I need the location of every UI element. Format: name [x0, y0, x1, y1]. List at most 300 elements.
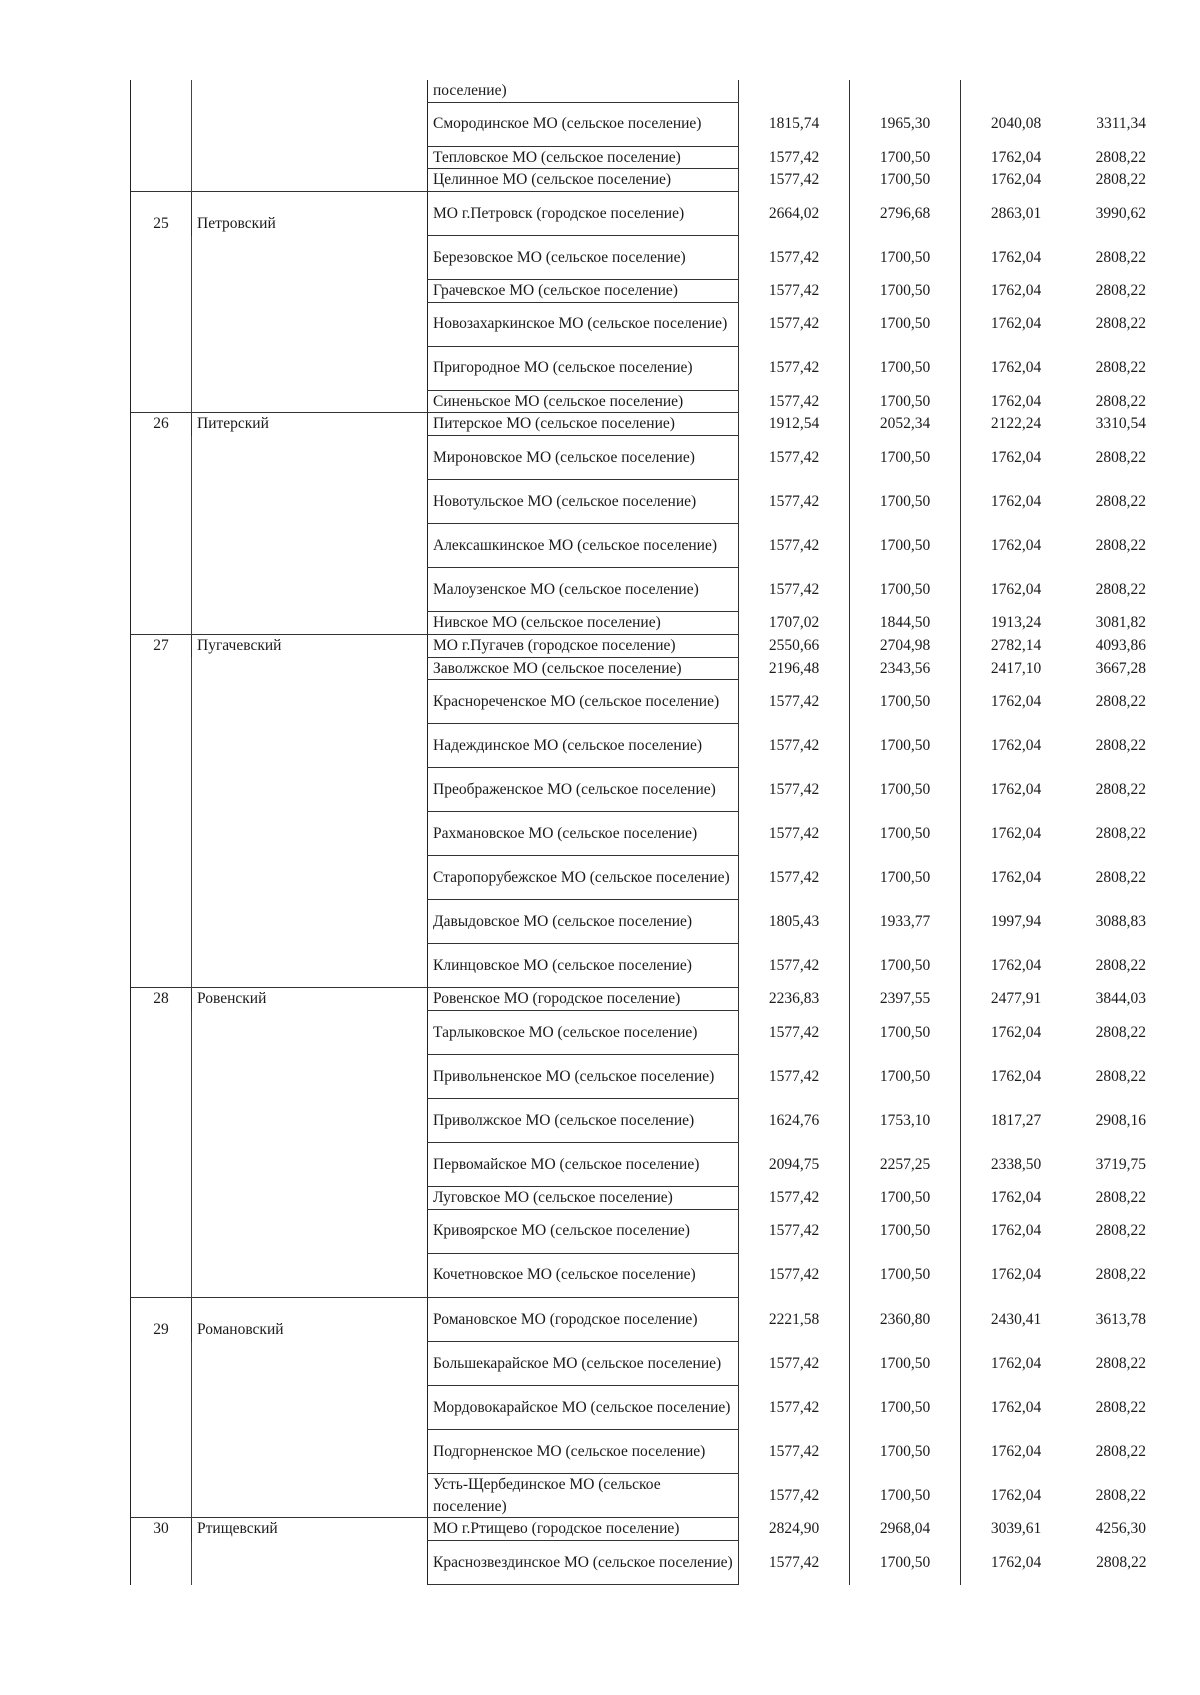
value-col-4: 2808,22 — [1095, 580, 1146, 598]
value-col-4: 2808,22 — [1095, 448, 1146, 466]
row-number — [131, 524, 192, 568]
row-number — [131, 1187, 192, 1210]
table-row — [131, 302, 1151, 346]
settlement-name: Заволжское МО (сельское поселение) — [428, 657, 739, 680]
settlement-name: Романовское МО (городское поселение) — [428, 1297, 739, 1342]
value-col-3: 1762,04 — [961, 1430, 1072, 1474]
settlement-name: Нивское МО (сельское поселение) — [428, 612, 739, 635]
value-col-3: 1762,04 — [961, 1011, 1072, 1055]
value-col-1: 2550,66 — [739, 634, 850, 657]
value-col-2: 1700,50 — [850, 390, 961, 413]
row-number — [131, 390, 192, 413]
settlement-name: Питерское МО (сельское поселение) — [428, 413, 739, 436]
settlement-name: Кривоярское МО (сельское поселение) — [428, 1209, 739, 1253]
row-number — [131, 146, 192, 169]
value-col-2: 1700,50 — [850, 856, 961, 900]
value-col-4: 2808,22 — [1095, 1067, 1146, 1085]
row-number — [131, 900, 192, 944]
settlement-name: поселение) — [428, 80, 739, 102]
district-name: Питерский — [192, 413, 428, 436]
value-col-2: 1700,50 — [850, 436, 961, 480]
table-row — [131, 856, 1151, 900]
district-name — [192, 480, 428, 524]
district-name — [192, 436, 428, 480]
district-name — [192, 1541, 428, 1585]
district-start-row — [131, 988, 1151, 1011]
settlement-name: Рахмановское МО (сельское поселение) — [428, 812, 739, 856]
value-col-3: 1762,04 — [961, 169, 1072, 192]
value-col-4: 2808,22 — [1095, 1222, 1146, 1240]
value-col-2: 1933,77 — [850, 900, 961, 944]
value-col-2: 1700,50 — [850, 1055, 961, 1099]
value-col-2: 1700,50 — [850, 944, 961, 988]
table-row — [131, 480, 1151, 524]
table-row — [131, 1253, 1151, 1297]
row-number — [131, 346, 192, 390]
district-name: Петровский — [192, 191, 428, 236]
value-col-4: 2808,22 — [1095, 824, 1146, 842]
value-col-2: 1700,50 — [850, 1541, 961, 1585]
value-col-3: 1762,04 — [961, 236, 1072, 280]
value-col-4: 4256,30 — [1095, 1520, 1146, 1538]
value-col-2: 1700,50 — [850, 236, 961, 280]
row-number — [131, 436, 192, 480]
district-name — [192, 1342, 428, 1386]
value-col-2: 1700,50 — [850, 1342, 961, 1386]
value-col-4: 2808,22 — [1095, 1189, 1146, 1206]
value-col-1: 1577,42 — [739, 480, 850, 524]
table-row — [131, 657, 1151, 680]
value-col-2: 2360,80 — [850, 1297, 961, 1342]
value-col-4: 2808,22 — [1095, 171, 1146, 188]
value-col-4: 3844,03 — [1095, 990, 1146, 1008]
value-col-2: 1700,50 — [850, 768, 961, 812]
row-number — [131, 1430, 192, 1474]
value-col-3: 2040,08 — [961, 102, 1072, 146]
value-col-2: 2796,68 — [850, 191, 961, 236]
settlement-name: Тарлыковское МО (сельское поселение) — [428, 1011, 739, 1055]
value-col-1: 1577,42 — [739, 1253, 850, 1297]
table-row — [131, 1474, 1151, 1518]
value-col-4: 3311,34 — [1096, 115, 1146, 133]
table-row — [131, 1209, 1151, 1253]
value-col-4: 2808,22 — [1095, 692, 1146, 710]
settlement-name: Смородинское МО (сельское поселение) — [428, 102, 739, 146]
table-row — [131, 80, 1151, 102]
value-col-1: 1815,74 — [739, 102, 850, 146]
district-name — [192, 657, 428, 680]
value-col-4: 2808,22 — [1095, 1398, 1146, 1416]
value-col-4: 3990,62 — [1095, 204, 1146, 222]
table-row — [131, 1055, 1151, 1099]
district-name — [192, 944, 428, 988]
row-number — [131, 1055, 192, 1099]
row-number — [131, 1099, 192, 1143]
value-col-3: 1762,04 — [961, 436, 1072, 480]
value-col-2: 1700,50 — [850, 812, 961, 856]
value-col-3: 2430,41 — [961, 1297, 1072, 1342]
district-name: Ртищевский — [192, 1518, 428, 1541]
district-name — [192, 1430, 428, 1474]
district-name — [192, 768, 428, 812]
settlement-name: Тепловское МО (сельское поселение) — [428, 146, 739, 169]
value-col-4: 2808,22 — [1095, 492, 1146, 510]
value-col-4: 2808,22 — [1095, 868, 1146, 886]
value-col-1: 1912,54 — [739, 413, 850, 436]
row-number — [131, 856, 192, 900]
value-col-3: 1762,04 — [961, 346, 1072, 390]
value-col-2: 1700,50 — [850, 280, 961, 303]
value-col-2: 1844,50 — [850, 612, 961, 635]
value-col-4: 2808,22 — [1095, 359, 1146, 377]
settlement-name: Березовское МО (сельское поселение) — [428, 236, 739, 280]
district-start-row — [131, 1518, 1151, 1541]
value-col-2: 2052,34 — [850, 413, 961, 436]
row-number — [131, 1541, 192, 1585]
settlement-name: Надеждинское МО (сельское поселение) — [428, 724, 739, 768]
value-col-4: 2808,22 — [1095, 1486, 1146, 1504]
table-row — [131, 436, 1151, 480]
value-col-4: 3310,54 — [1095, 415, 1146, 433]
district-start-row — [131, 1297, 1151, 1342]
row-number — [131, 80, 192, 102]
value-col-3: 1762,04 — [961, 568, 1072, 612]
value-col-3: 1762,04 — [961, 1386, 1072, 1430]
settlement-name: Привольненское МО (сельское поселение) — [428, 1055, 739, 1099]
value-col-1: 1577,42 — [739, 1209, 850, 1253]
settlement-name: Старопорубежское МО (сельское поселение) — [428, 856, 739, 900]
value-col-2: 1700,50 — [850, 568, 961, 612]
table-row — [131, 612, 1151, 635]
value-col-2: 2968,04 — [850, 1518, 961, 1541]
value-col-3: 1762,04 — [961, 1253, 1072, 1297]
value-col-4: 3081,82 — [1095, 614, 1146, 631]
district-name — [192, 302, 428, 346]
table-row — [131, 280, 1151, 303]
row-number — [131, 724, 192, 768]
value-col-2: 1700,50 — [850, 302, 961, 346]
value-col-3: 1762,04 — [961, 768, 1072, 812]
value-col-1: 1577,42 — [739, 1011, 850, 1055]
district-name — [192, 812, 428, 856]
district-name — [192, 900, 428, 944]
value-col-2: 1700,50 — [850, 1386, 961, 1430]
settlement-name: Алексашкинское МО (сельское поселение) — [428, 524, 739, 568]
settlement-name: Грачевское МО (сельское поселение) — [428, 280, 739, 303]
value-col-4: 2808,22 — [1095, 248, 1146, 266]
settlement-name: Новотульское МО (сельское поселение) — [428, 480, 739, 524]
value-col-1: 1577,42 — [739, 169, 850, 192]
value-col-3: 2782,14 — [961, 634, 1072, 657]
value-col-1: 2196,48 — [739, 657, 850, 680]
settlement-name: Первомайское МО (сельское поселение) — [428, 1143, 739, 1187]
value-col-3: 1997,94 — [961, 900, 1072, 944]
district-name: Романовский — [192, 1297, 428, 1342]
value-col-3: 1762,04 — [961, 480, 1072, 524]
district-name — [192, 1474, 428, 1518]
value-col-1: 1577,42 — [739, 680, 850, 724]
value-col-3: 2863,01 — [961, 191, 1072, 236]
value-col-2: 1700,50 — [850, 1253, 961, 1297]
value-col-4: 3719,75 — [1095, 1155, 1146, 1173]
row-number — [131, 1143, 192, 1187]
value-col-1: 1577,42 — [739, 1541, 850, 1585]
value-col-3: 2338,50 — [961, 1143, 1072, 1187]
table-row — [131, 146, 1151, 169]
value-col-4: 2808,22 — [1095, 1442, 1146, 1460]
value-col-2: 2397,55 — [850, 988, 961, 1011]
value-col-3: 2417,10 — [961, 657, 1072, 680]
district-name — [192, 1386, 428, 1430]
value-col-4: 2808,22 — [1095, 315, 1146, 333]
row-number — [131, 1474, 192, 1518]
row-number: 26 — [131, 413, 192, 436]
table-row — [131, 1430, 1151, 1474]
value-col-4: 2808,22 — [1095, 1266, 1146, 1284]
district-name — [192, 1209, 428, 1253]
settlement-name: Клинцовское МО (сельское поселение) — [428, 944, 739, 988]
settlement-name: Краснозвездинское МО (сельское поселение) — [428, 1541, 739, 1585]
table-row — [131, 236, 1151, 280]
value-col-1: 1577,42 — [739, 768, 850, 812]
value-col-3: 1762,04 — [961, 856, 1072, 900]
value-col-1: 1707,02 — [739, 612, 850, 635]
value-col-2: 2704,98 — [850, 634, 961, 657]
value-col-1: 1577,42 — [739, 390, 850, 413]
value-col-4: 2808,22 — [1095, 956, 1146, 974]
row-number — [131, 1386, 192, 1430]
value-col-2: 2257,25 — [850, 1143, 961, 1187]
district-name — [192, 169, 428, 192]
row-number — [131, 812, 192, 856]
value-col-1: 2094,75 — [739, 1143, 850, 1187]
value-col-1: 1577,42 — [739, 1187, 850, 1210]
district-name: Ровенский — [192, 988, 428, 1011]
settlement-name: Пригородное МО (сельское поселение) — [428, 346, 739, 390]
district-start-row — [131, 413, 1151, 436]
row-number: 30 — [131, 1518, 192, 1541]
district-name — [192, 102, 428, 146]
value-col-3: 1913,24 — [961, 612, 1072, 635]
row-number — [131, 768, 192, 812]
value-col-3: 1762,04 — [961, 1055, 1072, 1099]
value-col-3: 2122,24 — [961, 413, 1072, 436]
value-col-2: 1700,50 — [850, 146, 961, 169]
value-col-3: 1762,04 — [961, 944, 1072, 988]
value-col-3: 1762,04 — [961, 302, 1072, 346]
settlement-name: МО г.Пугачев (городское поселение) — [428, 634, 739, 657]
table-row — [131, 1541, 1151, 1585]
value-col-1 — [739, 80, 850, 102]
row-number — [131, 1209, 192, 1253]
value-col-2: 1700,50 — [850, 1474, 961, 1518]
value-col-1: 2236,83 — [739, 988, 850, 1011]
row-number — [131, 568, 192, 612]
value-col-1: 1577,42 — [739, 280, 850, 303]
row-number — [131, 102, 192, 146]
value-col-3: 1762,04 — [961, 680, 1072, 724]
district-name: Пугачевский — [192, 634, 428, 657]
value-col-2: 1700,50 — [850, 480, 961, 524]
value-col-3: 1762,04 — [961, 1541, 1072, 1585]
row-number — [131, 680, 192, 724]
district-name — [192, 1187, 428, 1210]
table-row — [131, 944, 1151, 988]
value-col-2: 1700,50 — [850, 1430, 961, 1474]
value-col-3: 1762,04 — [961, 1342, 1072, 1386]
value-col-4: 2808,22 — [1095, 780, 1146, 798]
value-col-4: 3088,83 — [1095, 912, 1146, 930]
district-name — [192, 146, 428, 169]
tariff-table-page — [130, 80, 1147, 1585]
row-number — [131, 280, 192, 303]
row-number — [131, 1253, 192, 1297]
value-col-3: 1762,04 — [961, 1187, 1072, 1210]
value-col-1: 2664,02 — [739, 191, 850, 236]
value-col-1: 1577,42 — [739, 1474, 850, 1518]
table-row — [131, 524, 1151, 568]
district-name — [192, 1143, 428, 1187]
settlement-name: Новозахаркинское МО (сельское поселение) — [428, 302, 739, 346]
value-col-4: 2808,22 — [1095, 392, 1146, 410]
settlement-name: Преображенское МО (сельское поселение) — [428, 768, 739, 812]
district-name — [192, 236, 428, 280]
row-number — [131, 1011, 192, 1055]
settlement-name: Луговское МО (сельское поселение) — [428, 1187, 739, 1210]
tariff-table — [130, 80, 1151, 1585]
district-start-row — [131, 634, 1151, 657]
table-row — [131, 390, 1151, 413]
settlement-name: Ровенское МО (городское поселение) — [428, 988, 739, 1011]
district-name — [192, 1011, 428, 1055]
value-col-1: 1577,42 — [739, 436, 850, 480]
settlement-name: Мордовокарайское МО (сельское поселение) — [428, 1386, 739, 1430]
row-number — [131, 612, 192, 635]
table-row — [131, 568, 1151, 612]
value-col-4: 2808,22 — [1095, 148, 1146, 166]
value-col-4: 2808,22 — [1095, 736, 1146, 754]
settlement-name: МО г.Ртищево (городское поселение) — [428, 1518, 739, 1541]
district-name — [192, 1099, 428, 1143]
value-col-1: 1577,42 — [739, 856, 850, 900]
value-col-4: 2908,16 — [1095, 1111, 1146, 1129]
row-number — [131, 302, 192, 346]
district-name — [192, 390, 428, 413]
table-row — [131, 1342, 1151, 1386]
settlement-name: МО г.Петровск (городское поселение) — [428, 191, 739, 236]
value-col-1: 1577,42 — [739, 724, 850, 768]
value-col-1: 1577,42 — [739, 302, 850, 346]
value-col-2: 1753,10 — [850, 1099, 961, 1143]
value-col-2 — [850, 80, 961, 102]
row-number — [131, 1342, 192, 1386]
value-col-3: 1762,04 — [961, 524, 1072, 568]
value-col-3 — [961, 80, 1072, 102]
value-col-2: 1700,50 — [850, 1187, 961, 1210]
table-row — [131, 724, 1151, 768]
row-number: 29 — [131, 1297, 192, 1342]
value-col-1: 1577,42 — [739, 944, 850, 988]
value-col-2: 2343,56 — [850, 657, 961, 680]
district-name — [192, 856, 428, 900]
settlement-name: Целинное МО (сельское поселение) — [428, 169, 739, 192]
value-col-1: 1577,42 — [739, 1386, 850, 1430]
district-start-row — [131, 191, 1151, 236]
value-col-2: 1965,30 — [850, 102, 961, 146]
table-row — [131, 1187, 1151, 1210]
settlement-name: Краснореченское МО (сельское поселение) — [428, 680, 739, 724]
value-col-1: 2221,58 — [739, 1297, 850, 1342]
value-col-2: 1700,50 — [850, 346, 961, 390]
table-row — [131, 1143, 1151, 1187]
value-col-1: 1577,42 — [739, 236, 850, 280]
table-row — [131, 169, 1151, 192]
settlement-name: Малоузенское МО (сельское поселение) — [428, 568, 739, 612]
row-number: 27 — [131, 634, 192, 657]
value-col-1: 1577,42 — [739, 346, 850, 390]
row-number — [131, 236, 192, 280]
value-col-3: 1762,04 — [961, 1209, 1072, 1253]
table-row — [131, 1011, 1151, 1055]
value-col-3: 3039,61 — [961, 1518, 1072, 1541]
value-col-1: 1577,42 — [739, 524, 850, 568]
row-number — [131, 169, 192, 192]
value-col-1: 1577,42 — [739, 1430, 850, 1474]
value-col-4: 2808,22 — [1095, 536, 1146, 554]
table-row — [131, 1099, 1151, 1143]
value-col-3: 2477,91 — [961, 988, 1072, 1011]
value-col-2: 1700,50 — [850, 524, 961, 568]
value-col-3: 1762,04 — [961, 146, 1072, 169]
value-col-4 — [1071, 80, 1151, 102]
district-name — [192, 612, 428, 635]
value-col-2: 1700,50 — [850, 169, 961, 192]
value-col-2: 1700,50 — [850, 1011, 961, 1055]
value-col-3: 1817,27 — [961, 1099, 1072, 1143]
value-col-1: 1805,43 — [739, 900, 850, 944]
value-col-3: 1762,04 — [961, 724, 1072, 768]
district-name — [192, 80, 428, 102]
settlement-name: Подгорненское МО (сельское поселение) — [428, 1430, 739, 1474]
value-col-3: 1762,04 — [961, 1474, 1072, 1518]
district-name — [192, 280, 428, 303]
district-name — [192, 1253, 428, 1297]
value-col-3: 1762,04 — [961, 812, 1072, 856]
value-col-4: 3613,78 — [1095, 1310, 1146, 1328]
value-col-4: 3667,28 — [1095, 659, 1146, 677]
district-name — [192, 680, 428, 724]
value-col-4: 2808,22 — [1095, 1354, 1146, 1372]
table-row — [131, 812, 1151, 856]
value-col-1: 1624,76 — [739, 1099, 850, 1143]
row-number: 25 — [131, 191, 192, 236]
row-number — [131, 480, 192, 524]
settlement-name: Приволжское МО (сельское поселение) — [428, 1099, 739, 1143]
value-col-1: 1577,42 — [739, 146, 850, 169]
district-name — [192, 524, 428, 568]
table-row — [131, 1386, 1151, 1430]
settlement-name: Мироновское МО (сельское поселение) — [428, 436, 739, 480]
settlement-name: Усть-Щербединское МО (сельское поселение) — [428, 1474, 739, 1518]
district-name — [192, 1055, 428, 1099]
value-col-4: 4093,86 — [1095, 636, 1146, 654]
value-col-4: 2808,22 — [1096, 1553, 1147, 1571]
value-col-2: 1700,50 — [850, 1209, 961, 1253]
district-name — [192, 568, 428, 612]
settlement-name: Большекарайское МО (сельское поселение) — [428, 1342, 739, 1386]
value-col-4: 2808,22 — [1095, 282, 1146, 299]
value-col-4: 2808,22 — [1095, 1023, 1146, 1041]
